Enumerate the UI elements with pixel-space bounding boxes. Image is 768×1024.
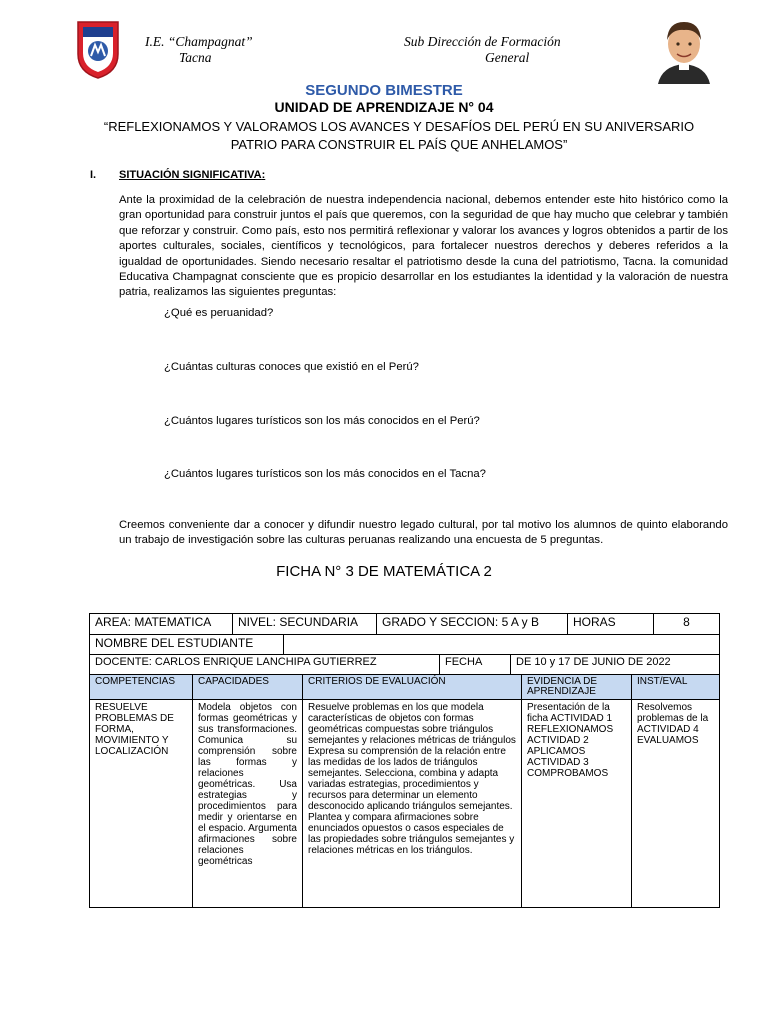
school-header <box>145 34 253 66</box>
section-title-colon: : <box>261 169 266 181</box>
ficha-title: FICHA N° 3 DE MATEMÁTICA 2 <box>276 563 492 580</box>
evidencia-cell: Presentación de la ficha ACTIVIDAD 1 REFLEXIONAMOS ACTIVIDAD 2 APLICAMOS ACTIVIDAD 3 COMPROBAMOS <box>522 700 632 907</box>
portrait-icon <box>654 14 714 84</box>
competencias-cell: RESUELVE PROBLEMAS DE FORMA, MOVIMIENTO Y LOCALIZACIÓN <box>90 700 193 907</box>
department-line2: General <box>485 50 530 65</box>
school-name: I.E. “Champagnat” <box>145 34 253 49</box>
estudiante-label-cell: NOMBRE DEL ESTUDIANTE <box>90 635 284 654</box>
horas-label-cell: HORAS <box>568 614 654 634</box>
table-row <box>90 635 719 655</box>
section-title <box>119 169 265 181</box>
header-competencias: COMPETENCIAS <box>90 675 193 699</box>
fecha-label-cell: FECHA <box>440 655 511 674</box>
question-2: ¿Cuántas culturas conoces que existió en el Perú? <box>164 361 419 373</box>
unidad-title: UNIDAD DE APRENDIZAJE N° 04 <box>274 99 494 115</box>
table-header-row <box>90 675 719 700</box>
area-cell: AREA: MATEMATICA <box>90 614 233 634</box>
header-inst-eval: INST/EVAL <box>637 676 688 687</box>
estudiante-value-cell <box>284 635 719 654</box>
section-title-text: SITUACIÓN SIGNIFICATIVA <box>119 169 262 181</box>
nivel-cell: NIVEL: SECUNDARIA <box>233 614 377 634</box>
header-criterios: CRITERIOS DE EVALUACIÓN <box>303 675 522 699</box>
inst-eval-cell: Resolvemos problemas de la ACTIVIDAD 4 EVALUAMOS <box>637 702 709 746</box>
horas-value-cell: 8 <box>683 615 690 629</box>
table-row <box>90 614 719 635</box>
table-row <box>90 655 719 675</box>
fecha-value-cell: DE 10 y 17 DE JUNIO DE 2022 <box>516 656 671 668</box>
school-city: Tacna <box>179 50 212 65</box>
question-1: ¿Qué es peruanidad? <box>164 307 274 319</box>
grado-cell: GRADO Y SECCION: 5 A y B <box>377 614 568 634</box>
header-capacidades: CAPACIDADES <box>193 675 303 699</box>
bimestre-title: SEGUNDO BIMESTRE <box>305 82 463 99</box>
department-header <box>404 34 561 66</box>
closing-paragraph: Creemos conveniente dar a conocer y difundir nuestro legado cultural, por tal motivo los alumnos de quinto elaborando un trabajo de investigación sobre las culturas peruanas realizando una encuesta de 5 preguntas. <box>119 519 728 547</box>
table-row <box>90 700 719 907</box>
capacidades-cell: Modela objetos con formas geométricas y sus transformaciones. Comunica su comprensión sobre las formas y relaciones geométricas. Usa estrategias y procedimientos para medir y orientarse en el espacio. Argumenta afirmaciones sobre relaciones geométricas <box>193 700 303 907</box>
section-number: I. <box>90 169 97 181</box>
question-3: ¿Cuántos lugares turísticos son los más conocidos en el Perú? <box>164 415 480 427</box>
question-4: ¿Cuántos lugares turísticos son los más conocidos en el Tacna? <box>164 468 486 480</box>
intro-paragraph: Ante la proximidad de la celebración de nuestra independencia nacional, debemos entender este hito histórico como la gran oportunidad para construir juntos el país que queremos, con la seguridad de que hay mucho que celebrar y también que reforzar y construir. Como país, esto nos permitirá reflexionar y valorar los avances y logros obtenidos a partir de los aportes culturales, sociales, científicos y tecnológicos, para fortalecer nuestros derechos y deberes referidos a la igualdad de oportunidades. Siendo necesario resaltar el patriotismo desde la cuna del patriotismo, Tacna. la comunidad Educativa Champagnat consciente que es propicio desarrollar en los estudiantes la identidad y la valoración de nuestra patria, realizamos las siguientes preguntas: <box>119 194 728 299</box>
school-crest-icon <box>74 18 122 80</box>
docente-cell: DOCENTE: CARLOS ENRIQUE LANCHIPA GUTIERREZ <box>90 655 440 674</box>
unidad-subtitle: “REFLEXIONAMOS Y VALORAMOS LOS AVANCES Y DESAFÍOS DEL PERÚ EN SU ANIVERSARIO PATRIO PARA CONSTRUIR EL PAÍS QUE ANHELAMOS” <box>103 119 695 152</box>
criterios-cell: Resuelve problemas en los que modela características de objetos con formas geométricas compuestas sobre triángulos semejantes y relaciones métricas de triángulos Expresa su comprensión de la relación entre las medidas de los lados de triángulos semejantes. Selecciona, combina y adapta variadas estrategias, procedimientos y recursos para determinar un elemento desconocido aplicando triángulos semejantes. Plantea y compara afirmaciones sobre enunciados opuestos o casos especiales de las propiedades sobre triángulos semejantes y relaciones métricas en los triángulos. <box>303 700 522 907</box>
department-line1: Sub Dirección de Formación <box>404 34 561 49</box>
ficha-table <box>89 613 720 908</box>
header-evidencia: EVIDENCIA DE APRENDIZAJE <box>522 675 632 699</box>
